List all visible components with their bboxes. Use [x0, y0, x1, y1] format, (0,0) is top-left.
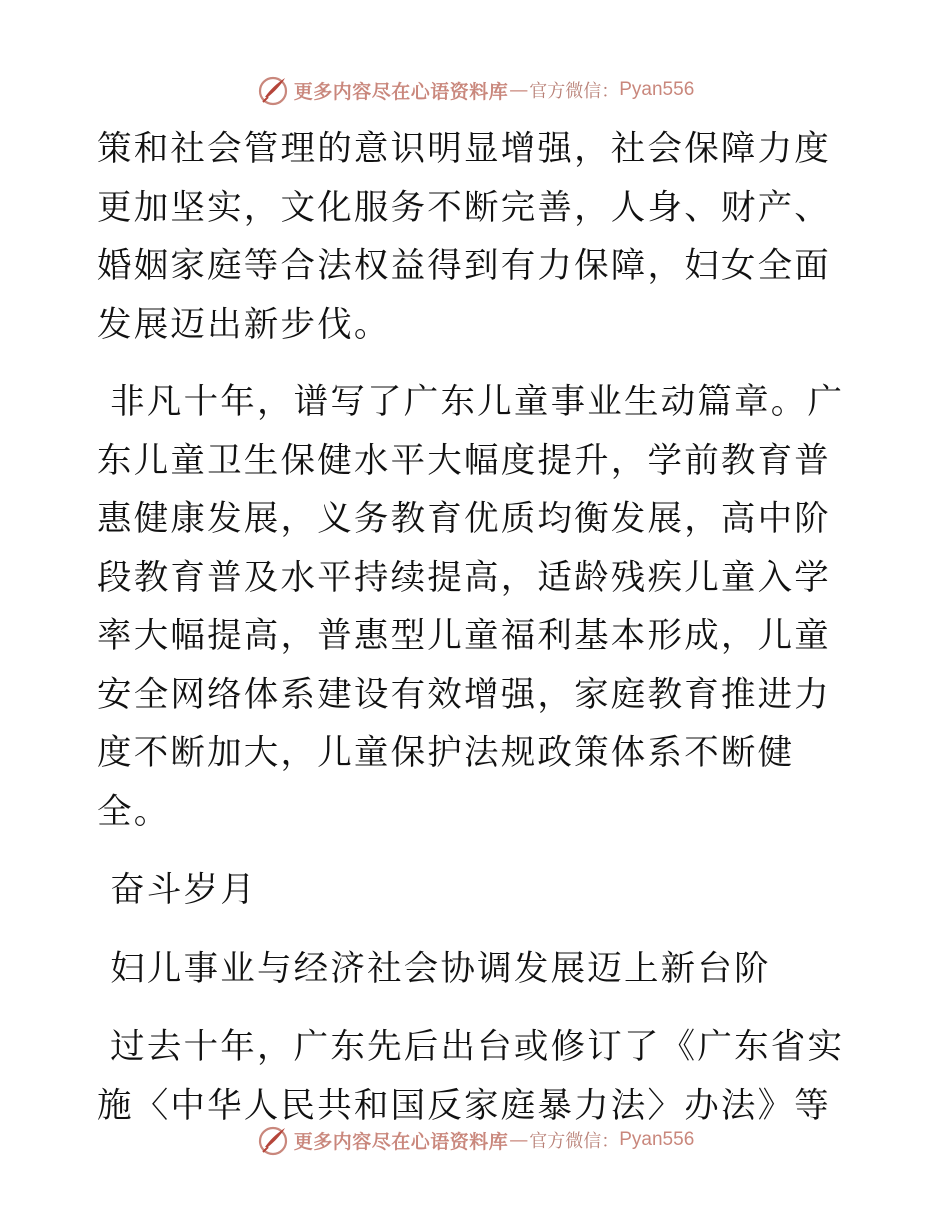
document-body — [97, 120, 857, 1135]
paragraph-2: 非凡十年，谱写了广东儿童事业生动篇章。广东儿童卫生保健水平大幅度提升，学前教育普惠健康发展，义务教育优质均衡发展，高中阶段教育普及水平持续提高，适龄残疾儿童入学率大幅提高，普惠型儿童福利基本形成，儿童安全网络体系建设有效增强，家庭教育推进力度不断加大，儿童保护法规政策体系不断健全。 — [97, 382, 845, 832]
watermark-separator: — — [509, 79, 529, 101]
section-subheading: 妇儿事业与经济社会协调发展迈上新台阶 — [97, 948, 771, 989]
section-heading: 奋斗岁月 — [97, 870, 257, 910]
paragraph-3: 过去十年，广东先后出台或修订了《广东省实施〈中华人民共和国反家庭暴力法〉办法》等 — [97, 1027, 845, 1126]
quill-feather-logo-icon — [256, 1123, 290, 1157]
footer-watermark — [0, 1122, 950, 1158]
watermark-separator: — — [509, 1129, 529, 1151]
watermark-wechat-id: Pyan556 — [619, 79, 695, 100]
header-watermark — [0, 72, 950, 108]
watermark-wechat-id: Pyan556 — [619, 1129, 695, 1150]
watermark-wechat-label: 官方微信： — [529, 1131, 620, 1152]
watermark-site-text: 更多内容尽在心语资料库 — [293, 1130, 509, 1153]
paragraph-1: 策和社会管理的意识明显增强，社会保障力度更加坚实，文化服务不断完善，人身、财产、婚姻家庭等合法权益得到有力保障，妇女全面发展迈出新步伐。 — [97, 129, 831, 345]
watermark-wechat-label: 官方微信： — [529, 81, 620, 102]
watermark-site-text: 更多内容尽在心语资料库 — [293, 80, 509, 103]
quill-feather-logo-icon — [256, 73, 290, 107]
